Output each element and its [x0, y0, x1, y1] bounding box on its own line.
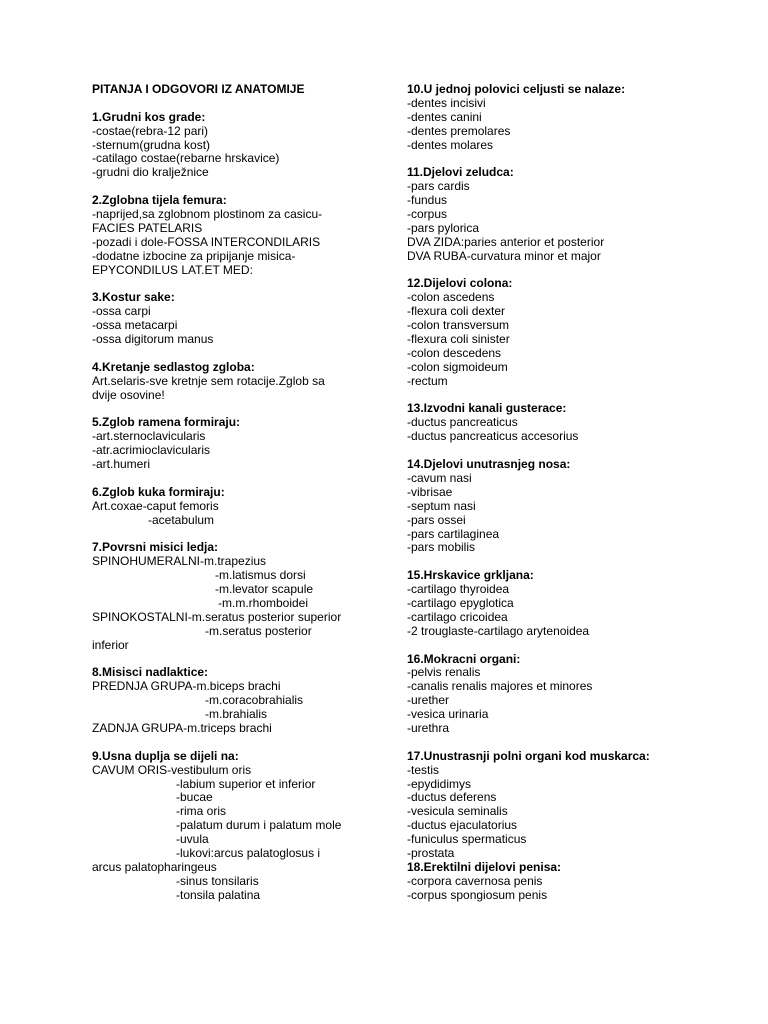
section-line: Art.coxae-caput femoris: [92, 498, 219, 513]
section-line: ZADNJA GRUPA-m.triceps brachi: [92, 720, 272, 735]
spacer: [92, 472, 392, 486]
section-line: -fundus: [407, 193, 448, 208]
section-line: -naprijed,sa zglobnom plostinom za casicu-: [92, 207, 323, 222]
section-line: -pars pylorica: [407, 220, 480, 235]
section: [92, 750, 392, 903]
spacer: [407, 264, 747, 278]
spacer: [92, 97, 392, 111]
section-line: -funiculus spermaticus: [407, 832, 527, 847]
section-heading: 12.Dijelovi colona:: [407, 276, 513, 291]
section-heading: 10.U jednoj polovici celjusti se nalaze:: [407, 82, 626, 96]
section: [407, 458, 747, 569]
section-line: -acetabulum: [148, 512, 215, 527]
section-line: -lukovi:arcus palatoglosus i: [176, 845, 321, 860]
spacer: [407, 152, 747, 166]
spacer: [92, 402, 392, 416]
spacer: [92, 736, 392, 750]
section-line: DVA RUBA-curvatura minor et major: [407, 248, 601, 263]
section-line: -urether: [407, 693, 450, 708]
section-line: -rima oris: [176, 804, 226, 819]
spacer: [92, 528, 392, 542]
section-line: -m.levator scapule: [215, 582, 314, 597]
section-line: -dentes incisivi: [407, 95, 486, 110]
section: [407, 861, 747, 903]
section-line: -costae(rebra-12 pari): [92, 123, 209, 138]
section-line: -catilago costae(rebarne hrskavice): [92, 151, 280, 166]
section-heading: 16.Mokracni organi:: [407, 651, 521, 666]
section-line: DVA ZIDA:paries anterior et posterior: [407, 234, 605, 249]
section-line: -ossa metacarpi: [92, 318, 178, 333]
section-line: -art.humeri: [92, 457, 151, 472]
section-line: -corpus spongiosum penis: [407, 887, 548, 902]
section-line: -art.sternoclavicularis: [92, 429, 206, 444]
section-line: -dentes molares: [407, 137, 494, 152]
section-line: -ductus deferens: [407, 790, 497, 805]
section-line: SPINOHUMERALNI-m.trapezius: [92, 554, 267, 569]
section-line: -vesicula seminalis: [407, 804, 508, 819]
section-line: -cartilago epyglotica: [407, 595, 514, 610]
section-line: -m.m.rhomboidei: [218, 595, 309, 610]
spacer: [407, 639, 747, 653]
section-line: -ductus ejaculatorius: [407, 818, 518, 833]
section-line: EPYCONDILUS LAT.ET MED:: [92, 262, 253, 277]
section: [407, 83, 747, 166]
spacer: [92, 180, 392, 194]
section-line: Art.selaris-sve kretnje sem rotacije.Zglob sa: [92, 373, 325, 388]
section-heading: 13.Izvodni kanali gusterace:: [407, 401, 567, 416]
section: [92, 111, 392, 194]
section-line: -grudni dio kralježnice: [92, 165, 209, 180]
section-line: -sternum(grudna kost): [92, 137, 211, 152]
section-line: -prostata: [407, 845, 455, 860]
section: [92, 541, 392, 666]
section-line: -epydidimys: [407, 776, 472, 791]
section-line: -pars mobilis: [407, 540, 476, 555]
section-line: -m.seratus posterior: [205, 623, 312, 638]
section-heading: 7.Povrsni misici ledja:: [92, 540, 219, 555]
section-line: -labium superior et inferior: [176, 776, 316, 791]
section: [407, 166, 747, 277]
section-line: -testis: [407, 762, 440, 777]
section-line: -ductus pancreaticus accesorius: [407, 429, 579, 444]
section-heading: 9.Usna duplja se dijeli na:: [92, 748, 239, 763]
left-column: [92, 83, 392, 903]
section-line: FACIES PATELARIS: [92, 220, 203, 235]
spacer: [407, 389, 747, 403]
section-heading: 3.Kostur sake:: [92, 290, 175, 305]
section-line: -colon descedens: [407, 345, 502, 360]
spacer: [92, 277, 392, 291]
spacer: [407, 555, 747, 569]
section-heading: 11.Djelovi zeludca:: [407, 165, 514, 180]
spacer: [407, 444, 747, 458]
section: [92, 416, 392, 485]
section-line: -dodatne izbocine za pripijanje misica-: [92, 248, 296, 263]
section-line: -pars cardis: [407, 179, 470, 194]
section-heading: 17.Unustrasnji polni organi kod muskarca:: [407, 748, 650, 763]
document-title: PITANJA I ODGOVORI IZ ANATOMIJE: [92, 82, 305, 96]
section-heading: 8.Misisci nadlaktice:: [92, 665, 209, 680]
section: [92, 361, 392, 417]
section: [92, 666, 392, 749]
spacer: [92, 653, 392, 667]
section-line: -dentes canini: [407, 109, 482, 124]
section: [92, 486, 392, 542]
section-line: -sinus tonsilaris: [176, 873, 259, 888]
section-line: -ductus pancreaticus: [407, 415, 518, 430]
spacer: [407, 736, 747, 750]
section-line: arcus palatopharingeus: [92, 859, 217, 874]
section-line: -urethra: [407, 720, 450, 735]
section-line: -corpus: [407, 207, 448, 222]
section-line: CAVUM ORIS-vestibulum oris: [92, 762, 252, 777]
section: [407, 402, 747, 458]
section: [407, 653, 747, 750]
spacer: [92, 347, 392, 361]
section-line: -flexura coli dexter: [407, 304, 506, 319]
section-line: -pars cartilaginea: [407, 526, 500, 541]
section-line: -cavum nasi: [407, 470, 472, 485]
section-line: -cartilago cricoidea: [407, 609, 508, 624]
section-line: -pars ossei: [407, 512, 466, 527]
section-line: PREDNJA GRUPA-m.biceps brachi: [92, 679, 281, 694]
section-heading: 5.Zglob ramena formiraju:: [92, 415, 241, 430]
section-line: -septum nasi: [407, 498, 476, 513]
section: [92, 194, 392, 291]
section: [407, 277, 747, 402]
section-heading: 18.Erektilni dijelovi penisa:: [407, 859, 562, 874]
section-line: -corpora cavernosa penis: [407, 873, 543, 888]
section-heading: 14.Djelovi unutrasnjeg nosa:: [407, 457, 571, 472]
section-line: -tonsila palatina: [176, 887, 261, 902]
section-line: -palatum durum i palatum mole: [176, 818, 342, 833]
section-line: -flexura coli sinister: [407, 332, 510, 347]
section-line: -colon ascedens: [407, 290, 495, 305]
section-line: SPINOKOSTALNI-m.seratus posterior superior: [92, 609, 342, 624]
section-line: -dentes premolares: [407, 123, 511, 138]
section-line: -rectum: [407, 373, 448, 388]
right-column: [407, 83, 747, 903]
section-line: -bucae: [176, 790, 213, 805]
section-heading: 2.Zglobna tijela femura:: [92, 193, 227, 208]
section-line: -ossa carpi: [92, 304, 151, 319]
section: [407, 569, 747, 652]
section-line: -vesica urinaria: [407, 707, 489, 722]
section-line: -vibrisae: [407, 484, 453, 499]
section-heading: 15.Hrskavice grkljana:: [407, 568, 534, 583]
section-line: inferior: [92, 637, 129, 652]
section-line: -uvula: [176, 832, 209, 847]
section-line: -cartilago thyroidea: [407, 582, 510, 597]
section-line: -atr.acrimioclavicularis: [92, 443, 211, 458]
section-line: -pelvis renalis: [407, 665, 481, 680]
section-line: -pozadi i dole-FOSSA INTERCONDILARIS: [92, 234, 321, 249]
section-line: -2 trouglaste-cartilago arytenoidea: [407, 623, 590, 638]
section: [407, 750, 747, 861]
section-heading: 4.Kretanje sedlastog zgloba:: [92, 359, 255, 374]
section-heading: 6.Zglob kuka formiraju:: [92, 484, 225, 499]
section-line: -ossa digitorum manus: [92, 332, 214, 347]
section-line: dvije osovine!: [92, 387, 165, 402]
section-line: -canalis renalis majores et minores: [407, 679, 593, 694]
section-line: -m.coracobrahialis: [205, 693, 304, 708]
section-line: -m.latismus dorsi: [215, 568, 306, 583]
section-line: -colon transversum: [407, 318, 510, 333]
section-line: -colon sigmoideum: [407, 359, 508, 374]
section-line: -m.brahialis: [205, 707, 268, 722]
section-heading: 1.Grudni kos grade:: [92, 109, 206, 124]
section: [92, 291, 392, 360]
